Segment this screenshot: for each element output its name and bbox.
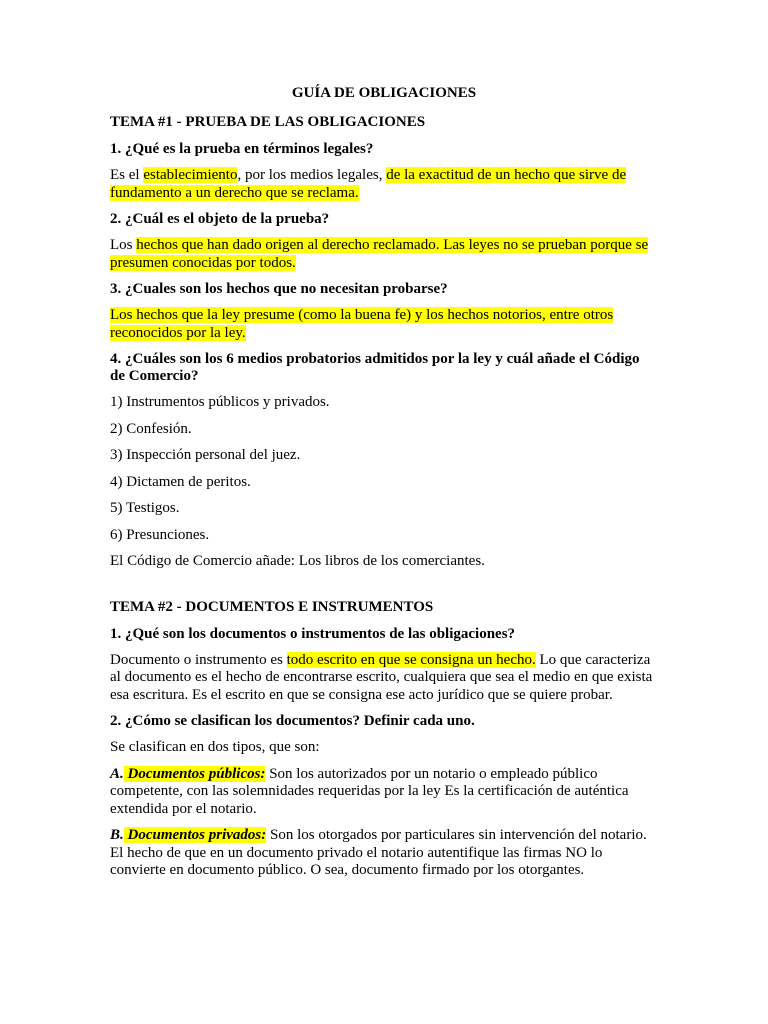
highlight: Documentos públicos: — [123, 765, 266, 782]
list-item: 3) Inspección personal del juez. — [110, 447, 301, 463]
highlight: todo escrito en que se consigna un hecho. — [286, 651, 536, 668]
highlight: hechos que han dado origen al derecho reclamado. Las leyes no se prueban porque se presumen conocidas por todos. — [110, 237, 649, 271]
list-item: 6) Presunciones. — [110, 526, 210, 543]
list-item: 2) Confesión. — [110, 420, 192, 437]
tema1-question-3: 3. ¿Cuales son los hechos que no necesitan probarse? — [110, 281, 448, 297]
tema2-question-2: 2. ¿Cómo se clasifican los documentos? Definir cada uno. — [110, 713, 475, 729]
list-item: 1) Instrumentos públicos y privados. — [110, 394, 330, 410]
highlight: Documentos privados: — [123, 827, 267, 843]
tema1-answer-3 — [110, 307, 658, 342]
document-title: GUÍA DE OBLIGACIONES — [291, 85, 477, 101]
highlight: de la exactitud de un hecho que sirve de fundamento a un derecho que se reclama. — [110, 167, 627, 201]
tema1-heading: TEMA #1 - PRUEBA DE LAS OBLIGACIONES — [110, 114, 426, 130]
tema2-intro: Se clasifican en dos tipos, que son: — [110, 739, 320, 755]
tema1-question-4: 4. ¿Cuáles son los 6 medios probatorios admitidos por la ley y cuál añade el Código de Comercio? — [110, 351, 640, 384]
list-item: 5) Testigos. — [110, 500, 180, 516]
tema1-note: El Código de Comercio añade: Los libros de los comerciantes. — [110, 553, 485, 569]
tema1-question-2: 2. ¿Cuál es el objeto de la prueba? — [110, 211, 330, 227]
tema1-question-1: 1. ¿Qué es la prueba en términos legales? — [110, 141, 374, 157]
tema2-type-b: B. Documentos privados: Son los otorgados por particulares sin intervención del notario. El hecho de que en un documento privado el notario autentifique las firmas NO lo convierte en documento público. O sea, documento firmado por los otorgantes. — [110, 827, 647, 878]
tema1-answer-2: Los hechos que han dado origen al derecho reclamado. Las leyes no se prueban porque se presumen conocidas por todos. — [110, 237, 649, 271]
tema2-type-a: A. Documentos públicos: Son los autorizados por un notario o empleado público competente, con las solemnidades requeridas por la ley Es la certificación de auténtica extendida por el notario. — [110, 765, 629, 817]
list-item: 4) Dictamen de peritos. — [110, 473, 251, 490]
tema2-heading: TEMA #2 - DOCUMENTOS E INSTRUMENTOS — [110, 598, 434, 615]
highlight: Los hechos que la ley presume (como la buena fe) y los hechos notorios, entre otros reconocidos por la ley. — [110, 307, 614, 341]
tema2-answer-1: Documento o instrumento es todo escrito en que se consigna un hecho. Lo que caracteriza al documento es el hecho de encontrarse escrito, cualquiera que sea el medio en que exista esa escritura. Es el escrito en que se consigna ese acto jurídico que se quiere probar. — [110, 651, 653, 703]
tema1-answer-1: Es el establecimiento, por los medios legales, de la exactitud de un hecho que sirve de fundamento a un derecho que se reclama. — [110, 167, 627, 201]
highlight: establecimiento — [143, 167, 238, 183]
tema2-question-1: 1. ¿Qué son los documentos o instrumentos de las obligaciones? — [110, 625, 516, 642]
